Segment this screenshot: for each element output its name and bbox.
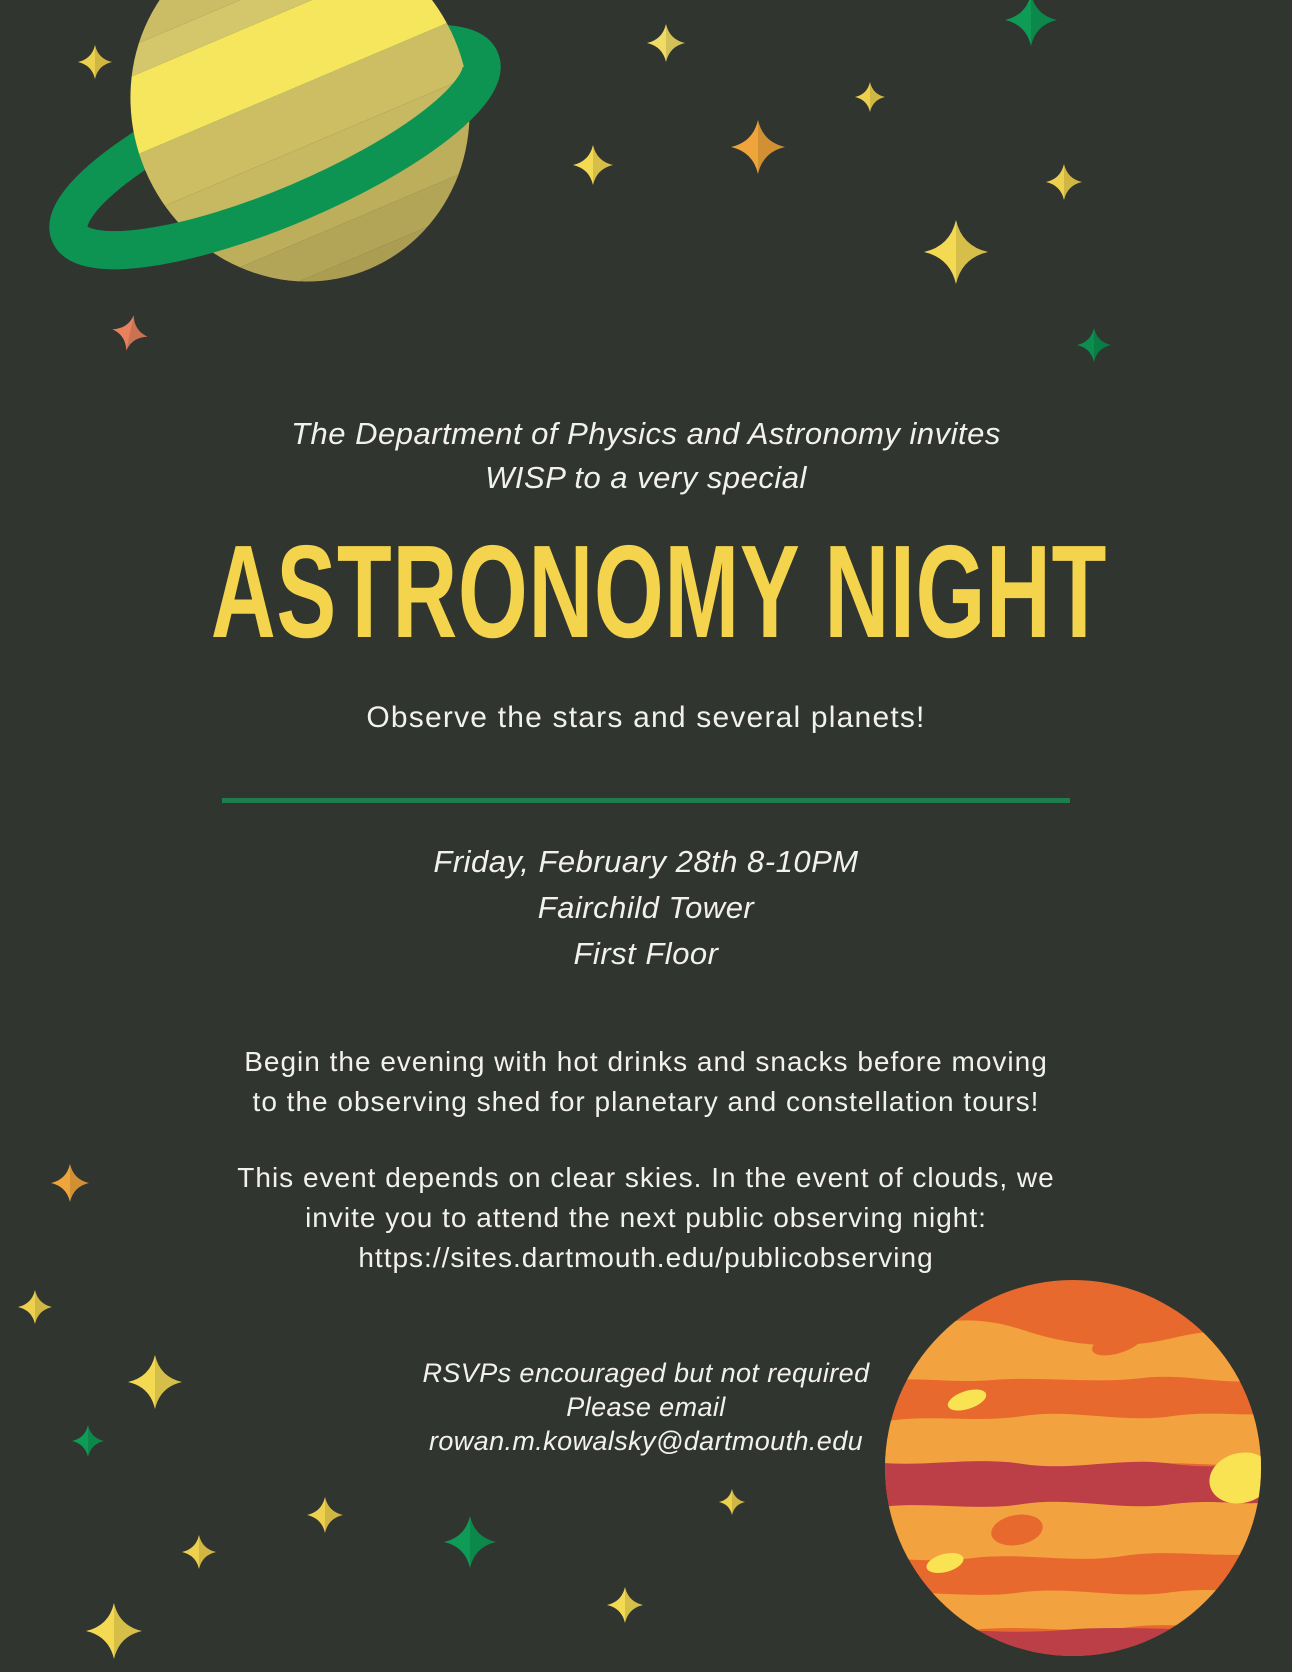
star-icon [1005,0,1057,46]
star-icon [182,1535,216,1569]
star-icon [924,220,988,284]
page-title-text: ASTRONOMY NIGHT [210,518,1108,665]
event-floor: First Floor [573,936,719,971]
star-icon [607,1587,643,1623]
tagline: Observe the stars and several planets! [366,701,926,734]
rsvp-block [0,1356,1292,1458]
star-icon [719,1489,745,1515]
invite-text [0,412,1292,500]
saturn-planet-icon [46,0,529,340]
divider-line [222,798,1070,803]
star-icon [647,24,685,62]
jupiter-planet-icon [873,1280,1278,1668]
star-icon [1046,164,1082,200]
star-icon [18,1290,52,1324]
star-icon [573,145,613,185]
star-icon [855,82,885,112]
description-line-2: to the observing shed for planetary and constellation tours! [252,1086,1040,1117]
invite-line-1: The Department of Physics and Astronomy invites [291,416,1001,451]
event-location: Fairchild Tower [537,890,755,925]
weather-line-2: invite you to attend the next public observing night: [305,1202,987,1233]
star-icon [1077,328,1111,362]
star-icon [444,1516,496,1568]
star-icon [78,45,112,79]
invite-line-2: WISP to a very special [485,460,807,495]
rsvp-line-2: Please email [566,1392,726,1422]
star-icon [86,1603,142,1659]
rsvp-line-1: RSVPs encouraged but not required [422,1358,870,1388]
public-observing-url: https://sites.dartmouth.edu/publicobserving [358,1242,934,1273]
weather-paragraph [0,1158,1292,1278]
description-line-1: Begin the evening with hot drinks and snacks before moving [244,1046,1048,1077]
star-icon [109,312,152,355]
page-title [0,518,1292,665]
event-details [0,839,1292,977]
star-icon [307,1497,343,1533]
star-icon [731,120,785,174]
weather-line-1: This event depends on clear skies. In the event of clouds, we [237,1162,1055,1193]
rsvp-email: rowan.m.kowalsky@dartmouth.edu [428,1426,864,1456]
description-paragraph [0,1042,1292,1122]
event-datetime: Friday, February 28th 8-10PM [433,844,859,879]
